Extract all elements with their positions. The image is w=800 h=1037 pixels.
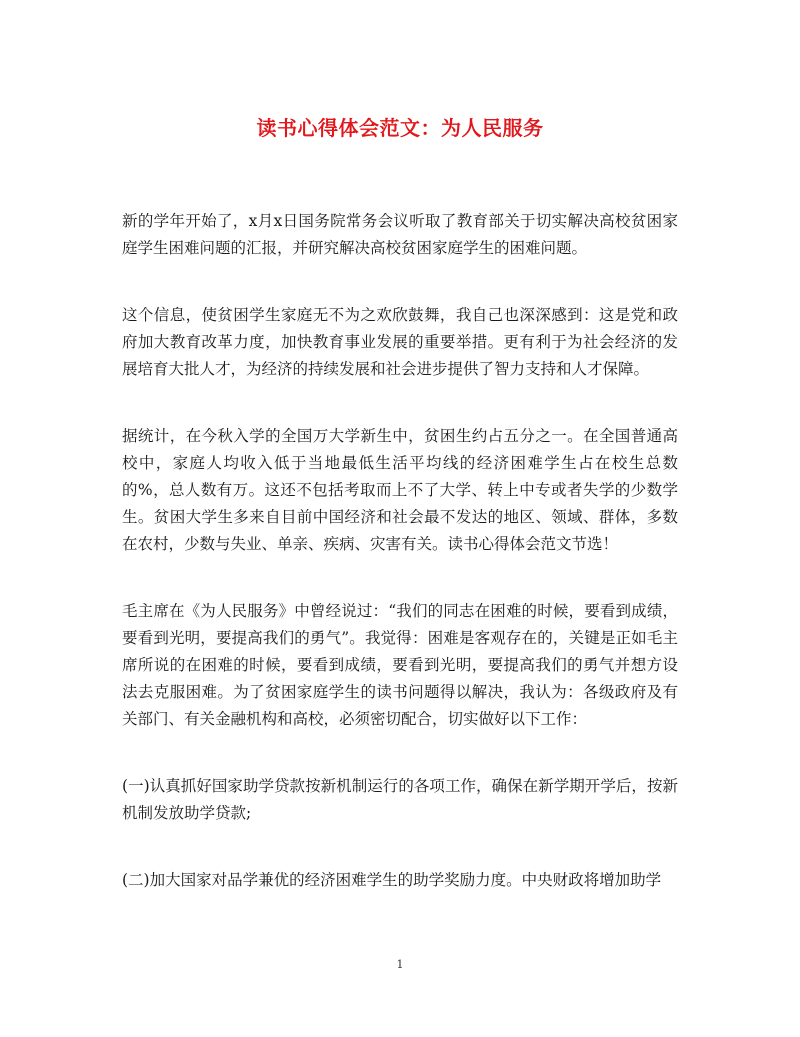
paragraph-5: (一)认真抓好国家助学贷款按新机制运行的各项工作，确保在新学期开学后，按新机制发放助学贷款; — [122, 777, 678, 822]
document-body — [122, 208, 678, 894]
page-number: 1 — [396, 958, 404, 971]
paragraph-2: 这个信息，使贫困学生家庭无不为之欢欣鼓舞，我自己也深深感到：这是党和政府加大教育改革力度，加快教育事业发展的重要举措。更有利于为社会经济的发展培育大批人才，为经济的持续发展和社会进步提供了智力支持和人才保障。 — [122, 306, 678, 378]
document-title: 读书心得体会范文：为人民服务 — [256, 116, 544, 140]
paragraph-1: 新的学年开始了，x月x日国务院常务会议听取了教育部关于切实解决高校贫困家庭学生困难问题的汇报，并研究解决高校贫困家庭学生的困难问题。 — [122, 212, 678, 257]
paragraph-3: 据统计，在今秋入学的全国万大学新生中，贫困生约占五分之一。在全国普通高校中，家庭人均收入低于当地最低生活平均线的经济困难学生占在校生总数的%，总人数有万。这还不包括考取而上不了大学、转上中专或者失学的少数学生。贫困大学生多来自目前中国经济和社会最不发达的地区、领域、群体，多数在农村，少数与失业、单亲、疾病、灾害有关。读书心得体会范文节选！ — [122, 427, 678, 553]
paragraph-4: 毛主席在《为人民服务》中曾经说过：“我们的同志在困难的时候，要看到成绩，要看到光明，要提高我们的勇气”。我觉得：困难是客观存在的，关键是正如毛主席所说的在困难的时候，要看到成绩，要看到光明，要提高我们的勇气并想方设法去克服困难。为了贫困家庭学生的读书问题得以解决，我认为：各级政府及有关部门、有关金融机构和高校，必须密切配合，切实做好以下工作： — [122, 602, 678, 728]
paragraph-6: (二)加大国家对品学兼优的经济困难学生的助学奖励力度。中央财政将增加助学 — [122, 871, 662, 889]
